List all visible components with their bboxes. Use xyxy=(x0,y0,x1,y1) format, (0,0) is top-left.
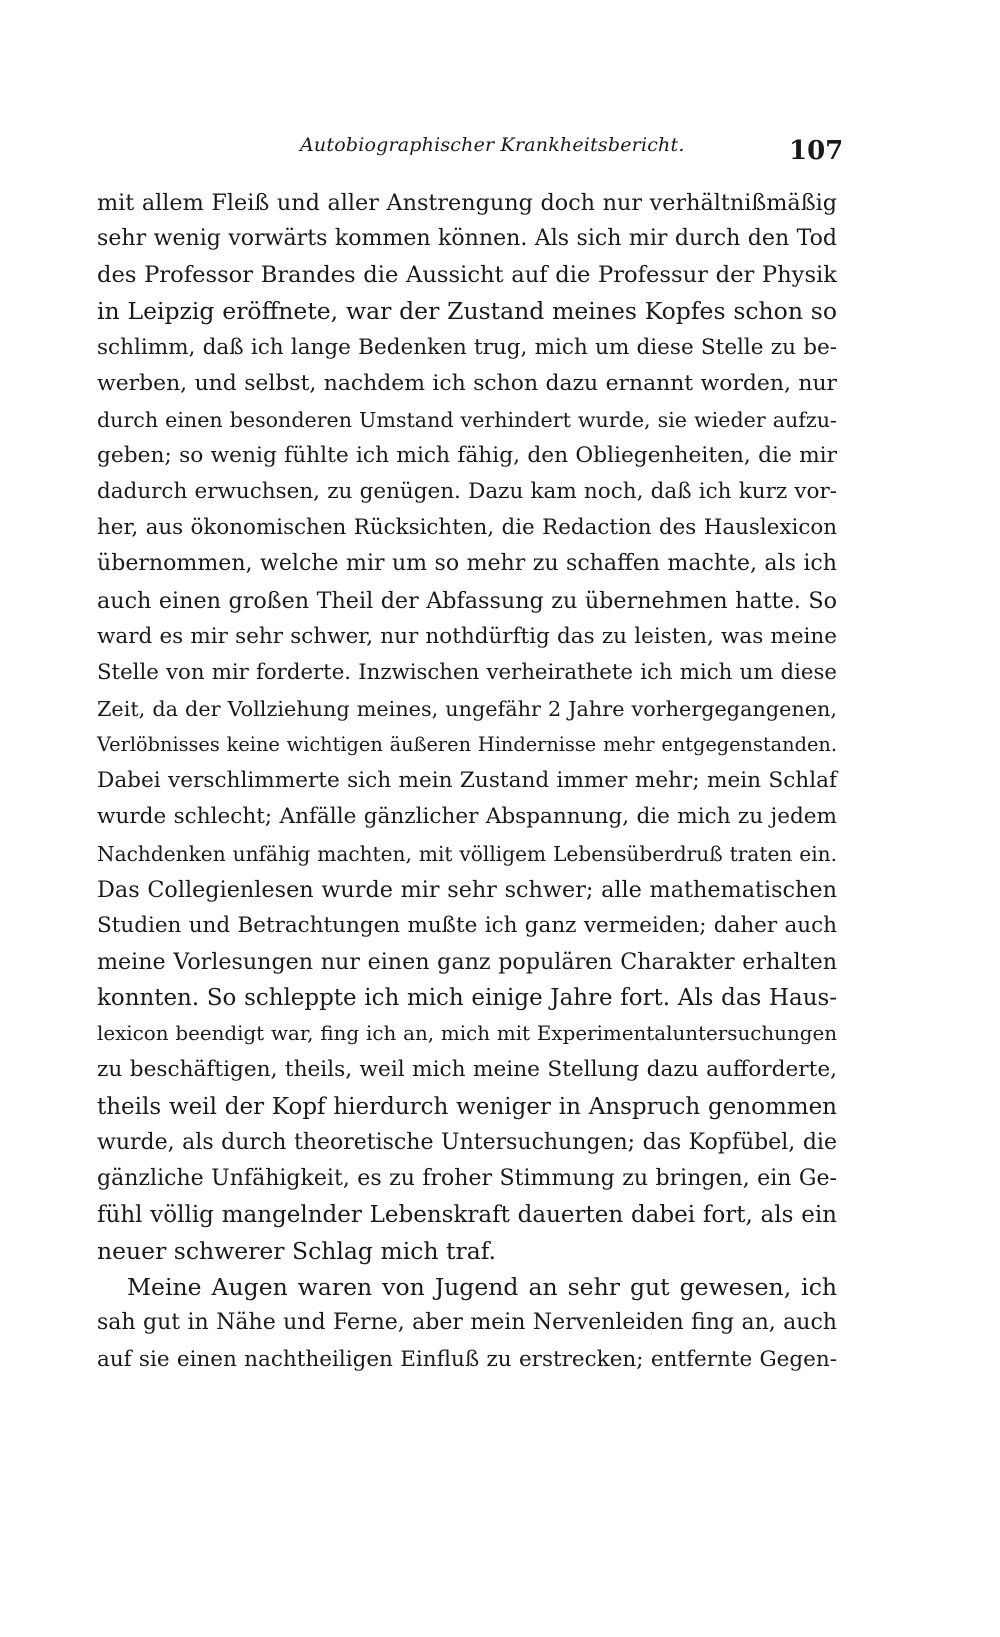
running-head: Autobiographischer Krankheitsbericht. xyxy=(300,134,685,156)
text-line: durch einen besonderen Umstand verhindert wurde, sie wieder aufzu- xyxy=(97,407,837,432)
text-line: in Leipzig eröffnete, war der Zustand meines Kopfes schon so xyxy=(97,297,837,326)
text-line: auf sie einen nachtheiligen Einfluß zu erstrecken; entfernte Gegen- xyxy=(97,1346,837,1372)
text-line: Zeit, da der Vollziehung meines, ungefähr 2 Jahre vorhergegangenen, xyxy=(97,696,837,721)
body-text xyxy=(97,185,837,1378)
text-line: wurde, als durch theoretische Untersuchungen; das Kopfübel, die xyxy=(97,1129,837,1155)
text-line: sehr wenig vorwärts kommen können. Als sich mir durch den Tod xyxy=(97,226,837,252)
text-line: theils weil der Kopf hierdurch weniger in Anspruch genommen xyxy=(97,1093,837,1120)
text-line: lexicon beendigt war, fing ich an, mich mit Experimentaluntersuchungen xyxy=(97,1022,837,1046)
text-line: neuer schwerer Schlag mich traf. xyxy=(97,1237,497,1266)
text-line: sah gut in Nähe und Ferne, aber mein Nervenleiden fing an, auch xyxy=(97,1310,837,1336)
text-line: meine Vorlesungen nur einen ganz populären Charakter erhalten xyxy=(97,948,837,975)
text-line: fühl völlig mangelnder Lebenskraft dauerten dabei fort, als ein xyxy=(97,1201,837,1228)
text-line: geben; so wenig fühlte ich mich fähig, den Obliegenheiten, die mir xyxy=(97,442,837,468)
text-line: Dabei verschlimmerte sich mein Zustand immer mehr; mein Schlaf xyxy=(97,768,837,794)
text-line: schlimm, daß ich lange Bedenken trug, mich um diese Stelle zu be- xyxy=(97,334,837,360)
text-line: ward es mir sehr schwer, nur nothdürftig das zu leisten, was meine xyxy=(97,623,837,649)
text-line: her, aus ökonomischen Rücksichten, die Redaction des Hauslexicon xyxy=(97,515,837,541)
text-line: mit allem Fleiß und aller Anstrengung doch nur verhältnißmäßig xyxy=(97,190,837,216)
text-line: gänzliche Unfähigkeit, es zu froher Stimmung zu bringen, ein Ge- xyxy=(97,1165,837,1191)
text-line: werben, und selbst, nachdem ich schon dazu ernannt worden, nur xyxy=(97,370,837,396)
text-line: dadurch erwuchsen, zu genügen. Dazu kam noch, daß ich kurz vor- xyxy=(97,479,837,505)
text-line: Verlöbnisses keine wichtigen äußeren Hindernisse mehr entgegenstanden. xyxy=(97,733,837,757)
text-line: Das Collegienlesen wurde mir sehr schwer; alle mathematischen xyxy=(97,876,837,903)
text-line: Meine Augen waren von Jugend an sehr gut gewesen, ich xyxy=(127,1273,837,1302)
text-line: wurde schlecht; Anfälle gänzlicher Abspannung, die mich zu jedem xyxy=(97,804,837,830)
text-line: übernommen, welche mir um so mehr zu schaffen machte, als ich xyxy=(97,551,837,577)
text-line: Nachdenken unfähig machten, mit völligem Lebensüberdruß traten ein. xyxy=(97,841,837,866)
text-line: konnten. So schleppte ich mich einige Jahre fort. Als das Haus- xyxy=(97,985,837,1012)
text-line: Stelle von mir forderte. Inzwischen verheirathete ich mich um diese xyxy=(97,659,837,685)
text-line: Studien und Betrachtungen mußte ich ganz vermeiden; daher auch xyxy=(97,912,837,938)
text-line: des Professor Brandes die Aussicht auf die Professur der Physik xyxy=(97,262,837,289)
page-number: 107 xyxy=(789,136,844,166)
text-line: zu beschäftigen, theils, weil mich meine Stellung dazu aufforderte, xyxy=(97,1057,837,1083)
text-line: auch einen großen Theil der Abfassung zu übernehmen hatte. So xyxy=(97,587,837,614)
